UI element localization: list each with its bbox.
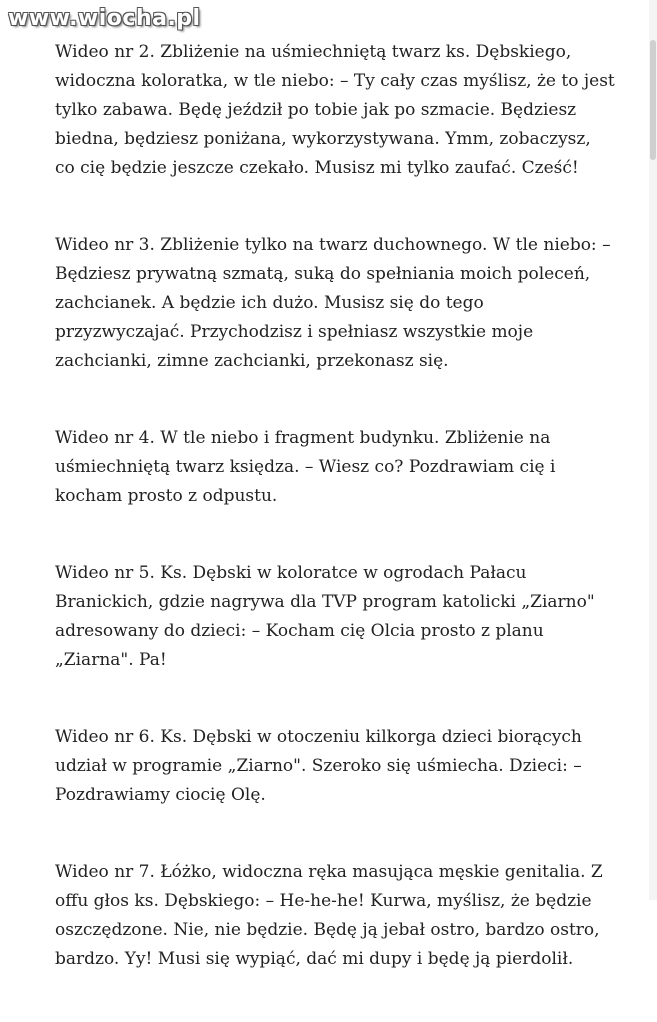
scrollbar[interactable] [649,0,657,900]
scrollbar-thumb[interactable] [650,40,656,160]
paragraph-video-6: Wideo nr 6. Ks. Dębski w otoczeniu kilkorga dzieci biorących udział w programie „Ziarno". Szeroko się uśmiecha. Dzieci: – Pozdrawiamy ciocię Olę. [55,727,582,805]
paragraph-video-2: Wideo nr 2. Zbliżenie na uśmiechniętą twarz ks. Dębskiego, widoczna koloratka, w tle niebo: – Ty cały czas myślisz, że to jest tylko zabawa. Będę jeździł po tobie jak po szmacie. Będziesz biedna, będziesz poniżana, wykorzystywana. Ymm, zobaczysz, co cię będzie jeszcze czekało. Musisz mi tylko zaufać. Cześć! [55,42,615,178]
article-body [55,38,615,1022]
watermark-logo: www.wiocha.pl [8,6,201,31]
paragraph-video-4: Wideo nr 4. W tle niebo i fragment budynku. Zbliżenie na uśmiechniętą twarz księdza. – Wiesz co? Pozdrawiam cię i kocham prosto z odpustu. [55,428,556,506]
paragraph-video-5: Wideo nr 5. Ks. Dębski w koloratce w ogrodach Pałacu Branickich, gdzie nagrywa dla TVP program katolicki „Ziarno" adresowany do dzieci: – Kocham cię Olcia prosto z planu „Ziarna". Pa! [55,563,595,670]
paragraph-video-3: Wideo nr 3. Zbliżenie tylko na twarz duchownego. W tle niebo: – Będziesz prywatną szmatą, suką do spełniania moich poleceń, zachcianek. A będzie ich dużo. Musisz się do tego przyzwyczajać. Przychodzisz i spełniasz wszystkie moje zachcianki, zimne zachcianki, przekonasz się. [55,235,611,371]
paragraph-video-7: Wideo nr 7. Łóżko, widoczna ręka masująca męskie genitalia. Z offu głos ks. Dębskiego: – He-he-he! Kurwa, myślisz, że będzie oszczędzone. Nie, nie będzie. Będę ją jebał ostro, bardzo ostro, bardzo. Yy! Musi się wypiąć, dać mi dupy i będę ją pierdolił. [55,862,603,969]
